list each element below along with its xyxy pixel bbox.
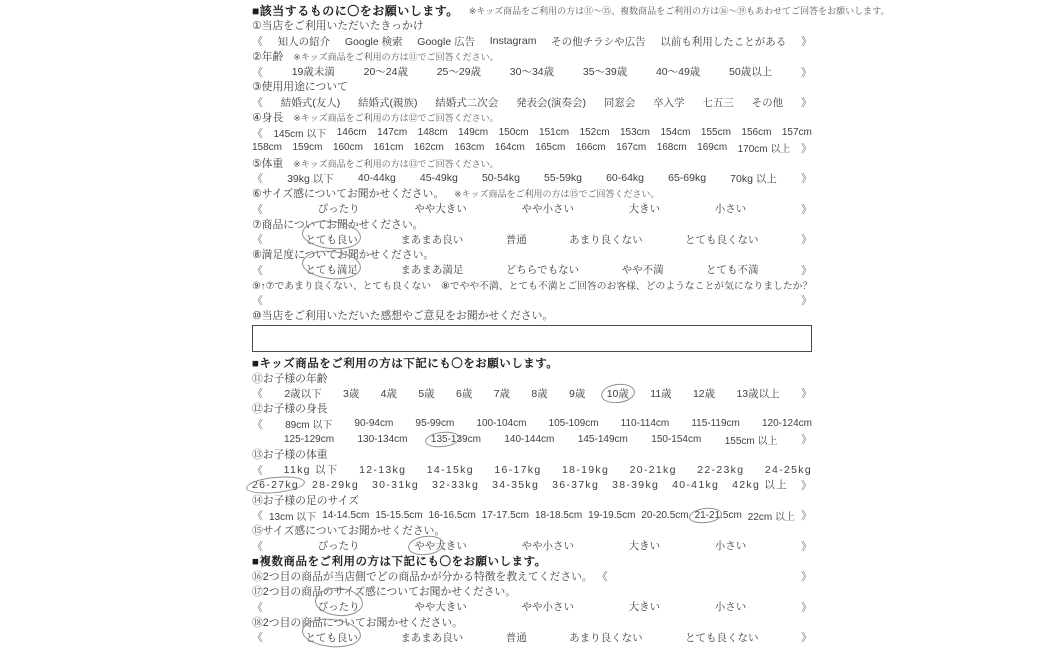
option: ぴったり (317, 540, 360, 553)
option: Instagram (489, 35, 537, 48)
close-bracket: 》 (800, 36, 812, 49)
option: 90-94cm (354, 418, 394, 430)
option: 152cm (579, 127, 610, 139)
option: 発表会(演奏会) (516, 96, 587, 109)
q17-options (252, 599, 812, 614)
q16-label: ⑯2つ目の商品が当店側でどの商品かが分かる特徴を教えてください。 (252, 570, 593, 583)
close-bracket: 》 (800, 173, 812, 186)
q4-options-line1 (252, 125, 812, 140)
option: あまり良くない (569, 631, 643, 644)
option: まあまあ良い (400, 631, 464, 644)
option: 9歳 (569, 387, 586, 400)
option: まあまあ良い (400, 233, 464, 246)
option: 160cm (332, 142, 363, 154)
open-bracket: 《 (252, 203, 263, 216)
option: 110-114cm (620, 418, 670, 430)
section-header-multi (252, 554, 812, 569)
open-bracket: 《 (252, 601, 263, 614)
open-bracket: 《 (252, 418, 263, 431)
q9-label-row (252, 278, 812, 293)
open-bracket: 《 (252, 295, 263, 308)
option: 163cm (454, 142, 485, 154)
q8-label-row (252, 247, 812, 262)
option: 155cm (700, 127, 731, 139)
option: とても不満 (706, 264, 759, 277)
option: 18-19kg (562, 463, 610, 476)
option: 普通 (505, 631, 527, 644)
option: 40-44kg (357, 172, 396, 185)
option: 70kg 以上 (730, 172, 777, 185)
option: 38-39kg (612, 478, 660, 491)
q1-options (252, 34, 812, 49)
section-header-main (252, 3, 890, 19)
q5-label-row (252, 156, 812, 171)
option: 170cm 以上 (737, 144, 791, 156)
option: 169cm (697, 142, 728, 154)
option-circled: 135-139cm (430, 433, 481, 445)
option: あまり良くない (569, 233, 643, 246)
q10-label: ⑩当店をご利用いただいた感想やご意見をお聞かせください。 (252, 310, 554, 323)
option: 146cm (336, 127, 367, 139)
option: 知人の紹介 (277, 35, 331, 48)
option: 130-134cm (357, 433, 408, 445)
option: 2歳以下 (284, 387, 322, 400)
q3-label: ③使用用途について (252, 81, 348, 94)
q1-label: ①当店をご利用いただいたきっかけ (252, 20, 424, 33)
option: 17-17.5cm (481, 509, 529, 521)
option: 157cm (781, 127, 812, 139)
open-bracket: 《 (252, 173, 263, 186)
close-bracket: 》 (800, 601, 812, 614)
option: 24-25kg (764, 463, 812, 476)
option: 150cm (498, 127, 529, 139)
option: やや小さい (521, 203, 574, 216)
option-circled: とても良い (305, 631, 358, 644)
option: 8歳 (531, 387, 548, 400)
close-bracket: 》 (800, 632, 812, 645)
option: 151cm (539, 127, 570, 139)
option: やや小さい (521, 601, 574, 614)
option: 95-99cm (415, 418, 455, 430)
option: 65-69kg (668, 172, 707, 185)
q13-label-row (252, 447, 812, 462)
q11-label-row (252, 371, 812, 386)
q11-options (252, 386, 812, 401)
option: 89cm 以下 (285, 420, 333, 432)
option-circled: とても良い (305, 233, 358, 246)
q14-options (252, 508, 812, 523)
option: Google 検索 (344, 35, 403, 48)
option: どちらでもない (505, 264, 580, 277)
open-bracket: 《 (252, 234, 263, 247)
option: 13cm 以下 (268, 511, 317, 523)
section-header-kids (252, 355, 812, 370)
multi-section-title: ■複数商品をご利用の方は下記にも〇をお願いします。 (252, 556, 547, 569)
q17-label: ⑰2つ目の商品のサイズ感についてお聞かせください。 (252, 586, 517, 599)
option: 12-13kg (359, 463, 407, 476)
q4-label-row (252, 110, 812, 125)
option: 3歳 (343, 387, 360, 400)
option: 18-18.5cm (534, 509, 583, 521)
q18-label: ⑱2つ目の商品についてお聞かせください。 (252, 616, 463, 629)
option: 32-33kg (432, 478, 480, 491)
option: 34-35kg (492, 478, 540, 491)
q7-options (252, 232, 812, 247)
q14-label-row (252, 493, 812, 508)
option: 36-37kg (552, 478, 600, 491)
close-bracket: 》 (800, 203, 812, 216)
option: 7歳 (493, 387, 511, 400)
option: 30～34歳 (509, 66, 555, 79)
q4-options-line2 (252, 140, 812, 155)
option: 以前も利用したことがある (660, 35, 787, 48)
option: 同窓会 (603, 96, 636, 109)
q17-label-row (252, 584, 812, 599)
option: 155cm 以上 (724, 435, 778, 447)
q6-options (252, 201, 812, 216)
option: 七五三 (702, 96, 734, 109)
option: 20-21kg (629, 463, 677, 476)
option: 5歳 (418, 387, 435, 400)
option: 4歳 (380, 387, 398, 400)
q12-label-row (252, 401, 812, 416)
q8-options (252, 262, 812, 277)
q2-note: ※キッズ商品をご利用の方は⑪でご回答ください。 (293, 51, 499, 62)
q14-label: ⑭お子様の足のサイズ (252, 494, 360, 507)
close-bracket: 》 (800, 66, 812, 79)
open-bracket: 《 (252, 388, 263, 401)
option: 158cm (252, 142, 283, 154)
close-bracket: 》 (800, 388, 812, 401)
q13-options-line1 (252, 462, 812, 477)
kids-section-title: ■キッズ商品をご利用の方は下記にも〇をお願いします。 (252, 357, 559, 370)
option: とても良くない (685, 631, 759, 644)
close-bracket: 》 (800, 97, 812, 110)
option: 168cm (656, 142, 687, 154)
option: 小さい (714, 540, 747, 553)
option: 卒入学 (653, 96, 685, 109)
option: 166cm (575, 142, 606, 154)
open-bracket: 《 (252, 632, 263, 645)
option: 159cm (292, 142, 323, 154)
option: 結婚式(友人) (280, 96, 341, 109)
option: 164cm (494, 142, 525, 154)
open-bracket: 《 (252, 36, 263, 49)
option: 22-23kg (697, 463, 745, 476)
option: 20-20.5cm (641, 509, 689, 521)
close-bracket: 》 (800, 234, 812, 247)
option: 結婚式(親族) (358, 96, 418, 109)
option: 11歳 (650, 387, 672, 400)
option: 156cm (741, 127, 772, 139)
q3-options (252, 95, 812, 110)
close-bracket: 》 (800, 434, 812, 447)
q13-options-line2 (252, 477, 812, 492)
close-bracket: 》 (800, 479, 812, 492)
close-bracket: 》 (801, 295, 812, 308)
option: 42kg 以上 (732, 479, 788, 492)
option: 45-49kg (419, 172, 458, 185)
option: 105-109cm (548, 418, 599, 430)
q11-label: ⑪お子様の年齢 (252, 372, 328, 385)
q7-label-row (252, 217, 812, 232)
option: まあまあ満足 (400, 264, 464, 277)
open-bracket: 《 (252, 97, 263, 110)
option-circled: とても満足 (305, 264, 358, 277)
option: 145cm 以下 (273, 129, 327, 141)
option: 149cm (458, 127, 489, 139)
option: 20～24歳 (363, 66, 408, 79)
q1-label-row (252, 18, 812, 33)
option: 大きい (628, 540, 661, 553)
option: 35～39歳 (582, 66, 628, 79)
option: 39kg 以下 (287, 172, 334, 185)
option: 60-64kg (606, 172, 645, 185)
q12-options-line2 (252, 432, 812, 447)
open-bracket: 《 (252, 540, 263, 553)
q2-label-row (252, 49, 812, 64)
q18-options (252, 630, 812, 645)
q15-options (252, 538, 812, 553)
option: その他チラシや広告 (551, 35, 646, 48)
option: 普通 (505, 233, 527, 246)
option: 55-59kg (544, 172, 582, 185)
q6-label-row (252, 186, 812, 201)
option: 162cm (413, 142, 444, 154)
option: 145-149cm (577, 433, 628, 445)
option: 147cm (377, 127, 408, 139)
option: 40～49歳 (655, 66, 701, 79)
option: 12歳 (692, 387, 716, 400)
section-title: ■該当するものに〇をお願いします。 (252, 4, 459, 19)
option: やや大きい (414, 601, 467, 614)
option-circled: 10歳 (606, 387, 629, 400)
option: 16-17kg (494, 463, 542, 476)
q7-label: ⑦商品についてお聞かせください。 (252, 218, 424, 231)
option: 153cm (619, 127, 650, 139)
option: ぴったり (317, 203, 360, 216)
option: 165cm (535, 142, 566, 154)
option: 13歳以上 (736, 387, 780, 400)
option: 15-15.5cm (375, 509, 423, 521)
close-bracket: 》 (800, 540, 812, 553)
option: 154cm (660, 127, 691, 139)
open-bracket: 《 (596, 571, 608, 584)
option: 115-119cm (691, 418, 740, 430)
option: 125-129cm (284, 433, 335, 445)
option: 大きい (628, 203, 661, 216)
option: 19-19.5cm (588, 509, 636, 521)
q4-label: ④身長 (252, 111, 284, 124)
q10-free-text-box (252, 325, 812, 352)
option: 30-31kg (372, 478, 420, 491)
q5-options (252, 171, 812, 186)
open-bracket: 《 (252, 264, 263, 277)
option: 25～29歳 (436, 66, 482, 79)
option: 16-16.5cm (428, 509, 476, 521)
option: 40-41kg (672, 478, 720, 491)
option: 19歳未満 (291, 66, 335, 79)
q16-row (252, 569, 812, 584)
option: 小さい (714, 203, 747, 216)
option: とても良くない (685, 233, 759, 246)
q6-note: ※キッズ商品をご利用の方は⑮でご回答ください。 (454, 189, 660, 200)
q9-answer-area (252, 293, 812, 308)
option: 22cm 以上 (747, 511, 795, 523)
q5-note: ※キッズ商品をご利用の方は⑬でご回答ください。 (293, 158, 499, 169)
q8-label: ⑧満足度についてお聞かせください。 (252, 249, 435, 262)
option: その他 (751, 96, 784, 109)
q2-options (252, 64, 812, 79)
option: 100-104cm (476, 418, 527, 430)
option: 148cm (417, 127, 448, 139)
option: 14-14.5cm (322, 509, 370, 521)
close-bracket: 》 (800, 142, 812, 155)
option: 50歳以上 (729, 66, 773, 79)
q5-label: ⑤体重 (252, 157, 284, 170)
q18-label-row (252, 615, 812, 630)
option: 大きい (628, 601, 661, 614)
q12-label: ⑫お子様の身長 (252, 403, 328, 416)
option: やや不満 (621, 264, 664, 277)
option-circled: やや大きい (414, 540, 467, 553)
option: 小さい (714, 601, 747, 614)
option: 150-154cm (651, 433, 702, 445)
option: 11kg 以下 (283, 464, 339, 477)
q15-label-row (252, 523, 812, 538)
q2-label: ②年齢 (252, 50, 284, 63)
open-bracket: 《 (252, 464, 263, 477)
option: 120-124cm (761, 418, 812, 430)
section-note: ※キッズ商品をご利用の方は⑪～⑮、複数商品をご利用の方は⑯～⑲もあわせてご回答をお願いします。 (468, 6, 890, 17)
option: 161cm (373, 142, 404, 154)
option: 167cm (616, 142, 647, 154)
q15-label: ⑮サイズ感についてお聞かせください。 (252, 525, 446, 538)
q4-note: ※キッズ商品をご利用の方は⑫でご回答ください。 (293, 112, 499, 123)
open-bracket: 《 (252, 127, 263, 140)
close-bracket: 》 (801, 571, 812, 584)
option-circled: 26-27kg (252, 478, 300, 491)
option: Google 広告 (417, 35, 476, 48)
q9-label: ⑨↑⑦であまり良くない、とても良くない ⑧でやや不満、とても不満とご回答のお客様、どのようなことが気になりましたか？ (252, 281, 813, 293)
option-circled: ぴったり (317, 601, 360, 614)
close-bracket: 》 (800, 510, 812, 523)
option: やや小さい (521, 540, 574, 553)
q12-options-line1 (252, 416, 812, 431)
option: 14-15kg (426, 463, 474, 476)
option-circled: 21-21.5cm (694, 509, 742, 521)
option: 50-54kg (481, 172, 520, 185)
q10-label-row (252, 308, 812, 323)
q6-label: ⑥サイズ感についてお聞かせください。 (252, 188, 445, 201)
option: 140-144cm (504, 433, 555, 445)
option: 6歳 (456, 387, 473, 400)
close-bracket: 》 (800, 264, 812, 277)
open-bracket: 《 (252, 66, 263, 79)
q3-label-row (252, 79, 812, 94)
option: 28-29kg (312, 478, 360, 491)
q13-label: ⑬お子様の体重 (252, 448, 328, 461)
option: やや大きい (414, 203, 467, 216)
survey-sheet (252, 3, 890, 645)
open-bracket: 《 (252, 510, 263, 523)
option: 結婚式二次会 (435, 96, 499, 109)
